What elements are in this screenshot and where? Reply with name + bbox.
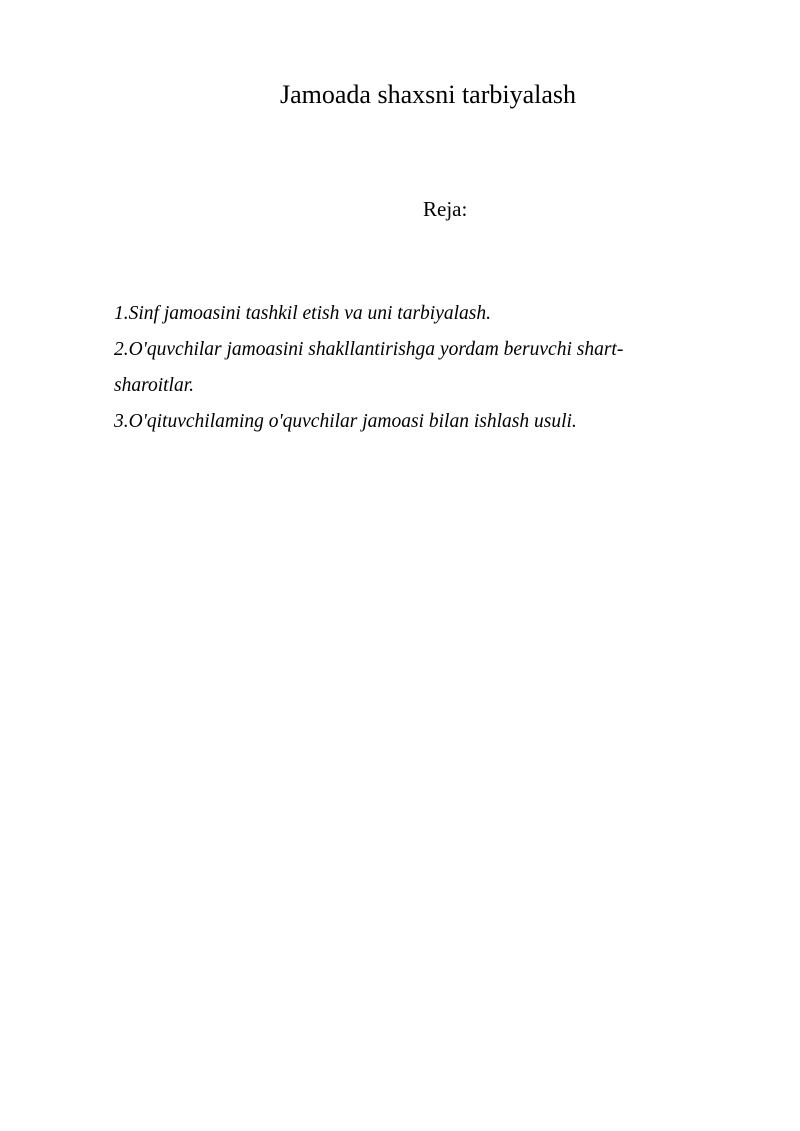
plan-item: 1.Sinf jamoasini tashkil etish va uni tarbiyalash.: [114, 303, 491, 324]
plan-item: 2.O'quvchilar jamoasini shakllantirishga yordam beruvchi shart-sharoitlar.: [114, 339, 624, 396]
plan-list: [114, 296, 694, 440]
document-title: Jamoada shaxsni tarbiyalash: [280, 80, 577, 109]
plan-heading: Reja:: [423, 197, 468, 221]
plan-item: 3.O'qituvchilaming o'quvchilar jamoasi bilan ishlash usuli.: [114, 411, 577, 432]
